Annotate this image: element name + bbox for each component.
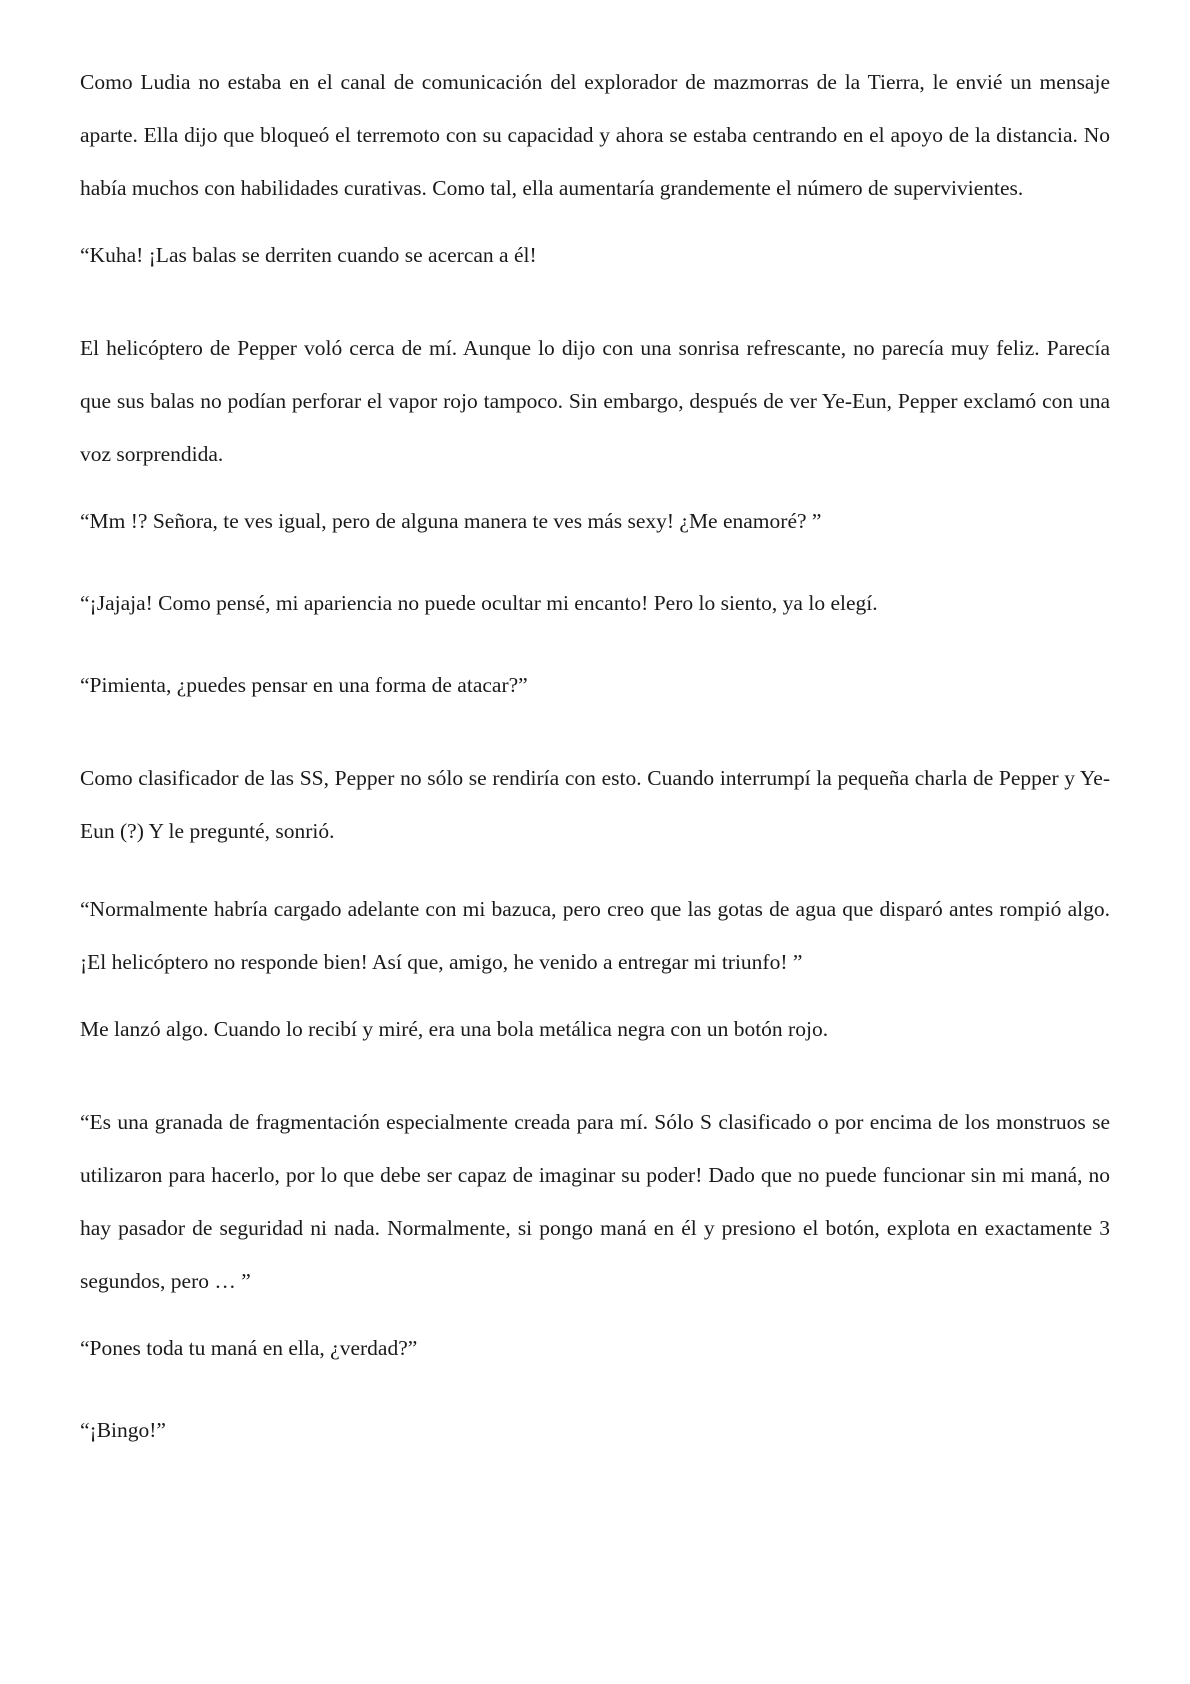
paragraph-5: “¡Jajaja! Como pensé, mi apariencia no puede ocultar mi encanto! Pero lo siento, ya lo elegí. (80, 591, 878, 615)
paragraph-9: Me lanzó algo. Cuando lo recibí y miré, era una bola metálica negra con un botón rojo. (80, 1017, 829, 1041)
paragraph-6: “Pimienta, ¿puedes pensar en una forma de atacar?” (80, 673, 528, 697)
paragraph-8: “Normalmente habría cargado adelante con mi bazuca, pero creo que las gotas de agua que disparó antes rompió algo. ¡El helicóptero no responde bien! Así que, amigo, he venido a entregar mi triunfo! ” (80, 897, 1110, 974)
paragraph-4: “Mm !? Señora, te ves igual, pero de alguna manera te ves más sexy! ¿Me enamoré? ” (80, 509, 822, 533)
paragraph-2: “Kuha! ¡Las balas se derriten cuando se acercan a él! (80, 243, 537, 267)
paragraph-10: “Es una granada de fragmentación especialmente creada para mí. Sólo S clasificado o por encima de los monstruos se utilizaron para hacerlo, por lo que debe ser capaz de imaginar su poder! Dado que no puede funcionar sin mi maná, no hay pasador de seguridad ni nada. Normalmente, si pongo maná en él y presiono el botón, explota en exactamente 3 segundos, pero … ” (80, 1110, 1110, 1293)
paragraph-11: “Pones toda tu maná en ella, ¿verdad?” (80, 1336, 418, 1360)
paragraph-3: El helicóptero de Pepper voló cerca de mí. Aunque lo dijo con una sonrisa refrescante, no parecía muy feliz. Parecía que sus balas no podían perforar el vapor rojo tampoco. Sin embargo, después de ver Ye-Eun, Pepper exclamó con una voz sorprendida. (80, 336, 1110, 466)
paragraph-12: “¡Bingo!” (80, 1418, 166, 1442)
paragraph-7: Como clasificador de las SS, Pepper no sólo se rendiría con esto. Cuando interrumpí la pequeña charla de Pepper y Ye-Eun (?) Y le pregunté, sonrió. (80, 766, 1110, 843)
document-page (80, 56, 1110, 1497)
paragraph-1: Como Ludia no estaba en el canal de comunicación del explorador de mazmorras de la Tierra, le envié un mensaje aparte. Ella dijo que bloqueó el terremoto con su capacidad y ahora se estaba centrando en el apoyo de la distancia. No había muchos con habilidades curativas. Como tal, ella aumentaría grandemente el número de supervivientes. (80, 70, 1110, 200)
